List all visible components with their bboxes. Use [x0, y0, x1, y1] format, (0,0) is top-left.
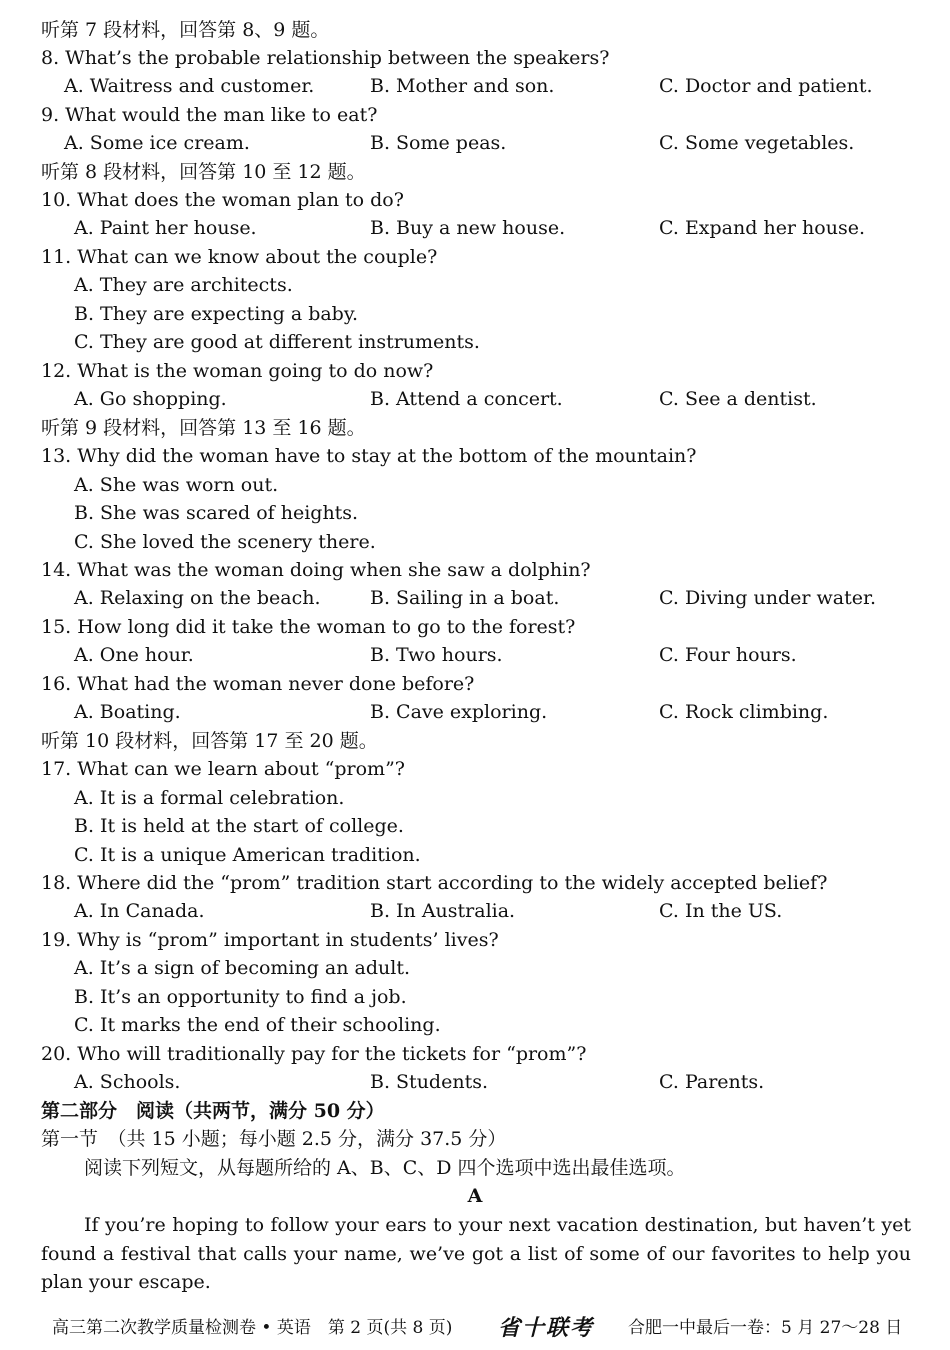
footer-school-info: 合肥一中最后一卷：5 月 27～28 日 — [628, 1318, 903, 1338]
option-b: B. Two hours. — [370, 644, 503, 666]
question-stem: 10. What does the woman plan to do? — [41, 189, 404, 211]
question-stem: 16. What had the woman never done before? — [41, 673, 475, 695]
section-header: 听第 8 段材料，回答第 10 至 12 题。 — [41, 161, 366, 183]
passage-paragraph: If you’re hoping to follow your ears to your next vacation destination, but haven’t yet found a festival that calls your name, we’ve got a list of some of our favorites to help you plan your escape. — [41, 1214, 911, 1293]
option-b: B. Cave exploring. — [370, 701, 548, 723]
option-a: A. Relaxing on the beach. — [74, 587, 321, 609]
section-header: 听第 7 段材料，回答第 8、9 题。 — [41, 19, 330, 41]
option-a: A. Some ice cream. — [64, 132, 250, 154]
section-header: 听第 9 段材料，回答第 13 至 16 题。 — [41, 417, 366, 439]
option-c: C. It marks the end of their schooling. — [74, 1014, 441, 1036]
option-a: A. Boating. — [74, 701, 181, 723]
option-b: B. Attend a concert. — [370, 388, 563, 410]
option-c: C. Diving under water. — [659, 587, 877, 609]
option-c: C. Some vegetables. — [659, 132, 855, 154]
question-stem: 15. How long did it take the woman to go to the forest? — [41, 616, 576, 638]
question-stem: 17. What can we learn about “prom”? — [41, 758, 405, 780]
option-b: B. Mother and son. — [370, 75, 555, 97]
question-stem: 9. What would the man like to eat? — [41, 104, 378, 126]
footer-logo: 省十联考 — [498, 1315, 595, 1341]
option-c: C. They are good at different instruments. — [74, 331, 480, 353]
option-b: B. Sailing in a boat. — [370, 587, 560, 609]
option-b: B. Students. — [370, 1071, 488, 1093]
option-c: C. In the US. — [659, 900, 783, 922]
option-c: C. She loved the scenery there. — [74, 531, 376, 553]
option-b: B. It’s an opportunity to find a job. — [74, 986, 407, 1008]
option-c: C. It is a unique American tradition. — [74, 844, 421, 866]
question-stem: 8. What’s the probable relationship between the speakers? — [41, 47, 610, 69]
option-b: B. She was scared of heights. — [74, 502, 359, 524]
option-a: A. One hour. — [74, 644, 194, 666]
question-stem: 20. Who will traditionally pay for the tickets for “prom”? — [41, 1043, 587, 1065]
option-a: A. Waitress and customer. — [64, 75, 315, 97]
option-a: A. They are architects. — [74, 274, 293, 296]
option-c: C. Parents. — [659, 1071, 765, 1093]
option-a: A. It is a formal celebration. — [74, 787, 345, 809]
passage-label: A — [467, 1185, 483, 1207]
option-b: B. Buy a new house. — [370, 217, 566, 239]
question-stem: 11. What can we know about the couple? — [41, 246, 438, 268]
question-stem: 14. What was the woman doing when she saw a dolphin? — [41, 559, 591, 581]
question-stem: 19. Why is “prom” important in students’ lives? — [41, 929, 499, 951]
question-stem: 18. Where did the “prom” tradition start according to the widely accepted belief? — [41, 872, 828, 894]
option-a: A. Go shopping. — [74, 388, 227, 410]
subsection-title: 第一节 （共 15 小题；每小题 2.5 分，满分 37.5 分） — [41, 1128, 507, 1150]
option-a: A. It’s a sign of becoming an adult. — [74, 957, 411, 979]
option-c: C. See a dentist. — [659, 388, 817, 410]
part-title: 第二部分 阅读（共两节，满分 50 分） — [41, 1100, 385, 1122]
option-a: A. Schools. — [74, 1071, 181, 1093]
question-stem: 13. Why did the woman have to stay at the bottom of the mountain? — [41, 445, 697, 467]
question-stem: 12. What is the woman going to do now? — [41, 360, 434, 382]
option-c: C. Four hours. — [659, 644, 797, 666]
page-footer — [0, 1313, 950, 1343]
instruction-text: 阅读下列短文，从每题所给的 A、B、C、D 四个选项中选出最佳选项。 — [84, 1157, 686, 1179]
option-a: A. Paint her house. — [74, 217, 257, 239]
option-b: B. In Australia. — [370, 900, 516, 922]
option-b: B. It is held at the start of college. — [74, 815, 404, 837]
option-c: C. Expand her house. — [659, 217, 866, 239]
option-c: C. Rock climbing. — [659, 701, 829, 723]
section-header: 听第 10 段材料，回答第 17 至 20 题。 — [41, 730, 378, 752]
option-b: B. Some peas. — [370, 132, 507, 154]
option-a: A. In Canada. — [74, 900, 205, 922]
footer-exam-info: 高三第二次教学质量检测卷 • 英语 第 2 页(共 8 页) — [52, 1318, 453, 1338]
option-c: C. Doctor and patient. — [659, 75, 873, 97]
option-a: A. She was worn out. — [74, 474, 279, 496]
option-b: B. They are expecting a baby. — [74, 303, 359, 325]
